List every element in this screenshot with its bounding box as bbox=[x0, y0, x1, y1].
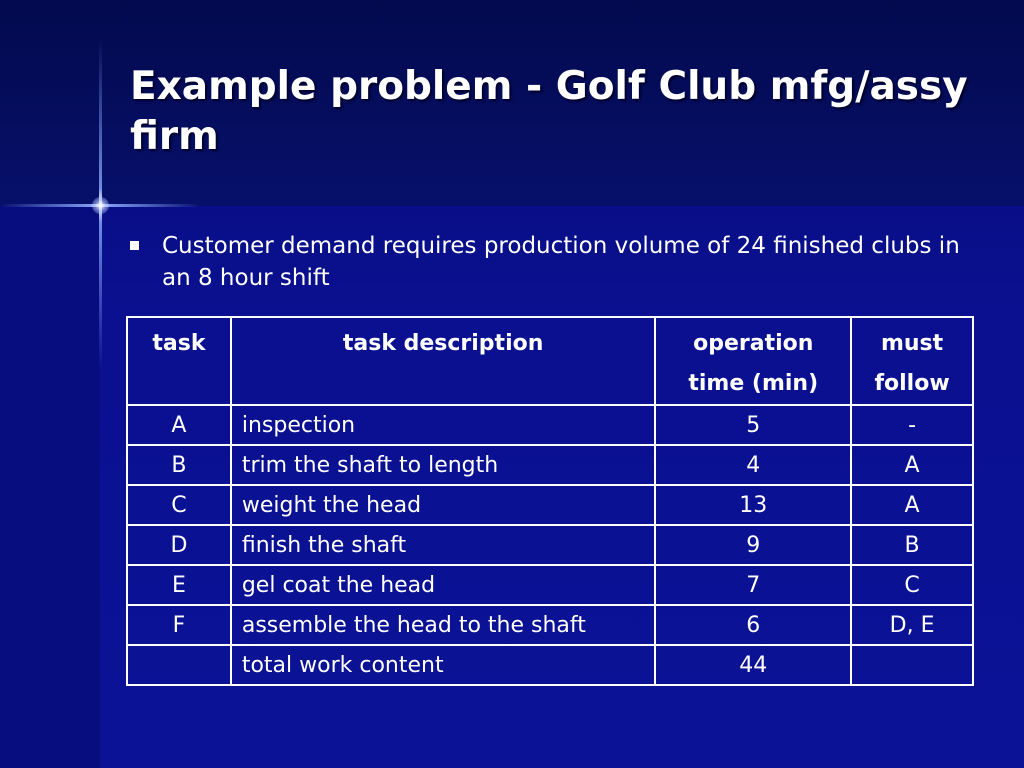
cell-time: 6 bbox=[655, 605, 851, 645]
table-header-row bbox=[127, 317, 973, 405]
task-table bbox=[126, 316, 974, 686]
cell-follow: - bbox=[851, 405, 973, 445]
cell-time: 5 bbox=[655, 405, 851, 445]
cell-follow: A bbox=[851, 445, 973, 485]
header-operation-time: operation time (min) bbox=[655, 317, 851, 405]
bullet-item bbox=[130, 230, 970, 294]
header-task: task bbox=[127, 317, 231, 405]
sparkle-star-icon bbox=[92, 197, 109, 214]
cell-description: finish the shaft bbox=[231, 525, 656, 565]
cell-follow: A bbox=[851, 485, 973, 525]
cell-description: trim the shaft to length bbox=[231, 445, 656, 485]
cell-description: inspection bbox=[231, 405, 656, 445]
left-band bbox=[0, 206, 100, 768]
cell-description: assemble the head to the shaft bbox=[231, 605, 656, 645]
cell-task: C bbox=[127, 485, 231, 525]
cell-follow: B bbox=[851, 525, 973, 565]
cell-time: 44 bbox=[655, 645, 851, 685]
cell-follow: D, E bbox=[851, 605, 973, 645]
cell-follow bbox=[851, 645, 973, 685]
table-row-total bbox=[127, 645, 973, 685]
cell-task: F bbox=[127, 605, 231, 645]
square-bullet-icon bbox=[130, 241, 139, 250]
cell-time: 13 bbox=[655, 485, 851, 525]
cell-task: B bbox=[127, 445, 231, 485]
cell-task: A bbox=[127, 405, 231, 445]
slide-title: Example problem - Golf Club mfg/assy firm bbox=[130, 64, 968, 159]
cell-time: 7 bbox=[655, 565, 851, 605]
cell-time: 4 bbox=[655, 445, 851, 485]
cell-follow: C bbox=[851, 565, 973, 605]
cell-time: 9 bbox=[655, 525, 851, 565]
bullet-text: Customer demand requires production volume of 24 finished clubs in an 8 hour shift bbox=[162, 233, 960, 291]
cell-task: D bbox=[127, 525, 231, 565]
cell-description: weight the head bbox=[231, 485, 656, 525]
table-row bbox=[127, 525, 973, 565]
header-task-description: task description bbox=[231, 317, 656, 405]
table-row bbox=[127, 565, 973, 605]
table-row bbox=[127, 405, 973, 445]
table-row bbox=[127, 485, 973, 525]
header-must-follow: must follow bbox=[851, 317, 973, 405]
table-row bbox=[127, 605, 973, 645]
table-row bbox=[127, 445, 973, 485]
cell-description: gel coat the head bbox=[231, 565, 656, 605]
cell-task: E bbox=[127, 565, 231, 605]
cell-description: total work content bbox=[231, 645, 656, 685]
cell-task bbox=[127, 645, 231, 685]
